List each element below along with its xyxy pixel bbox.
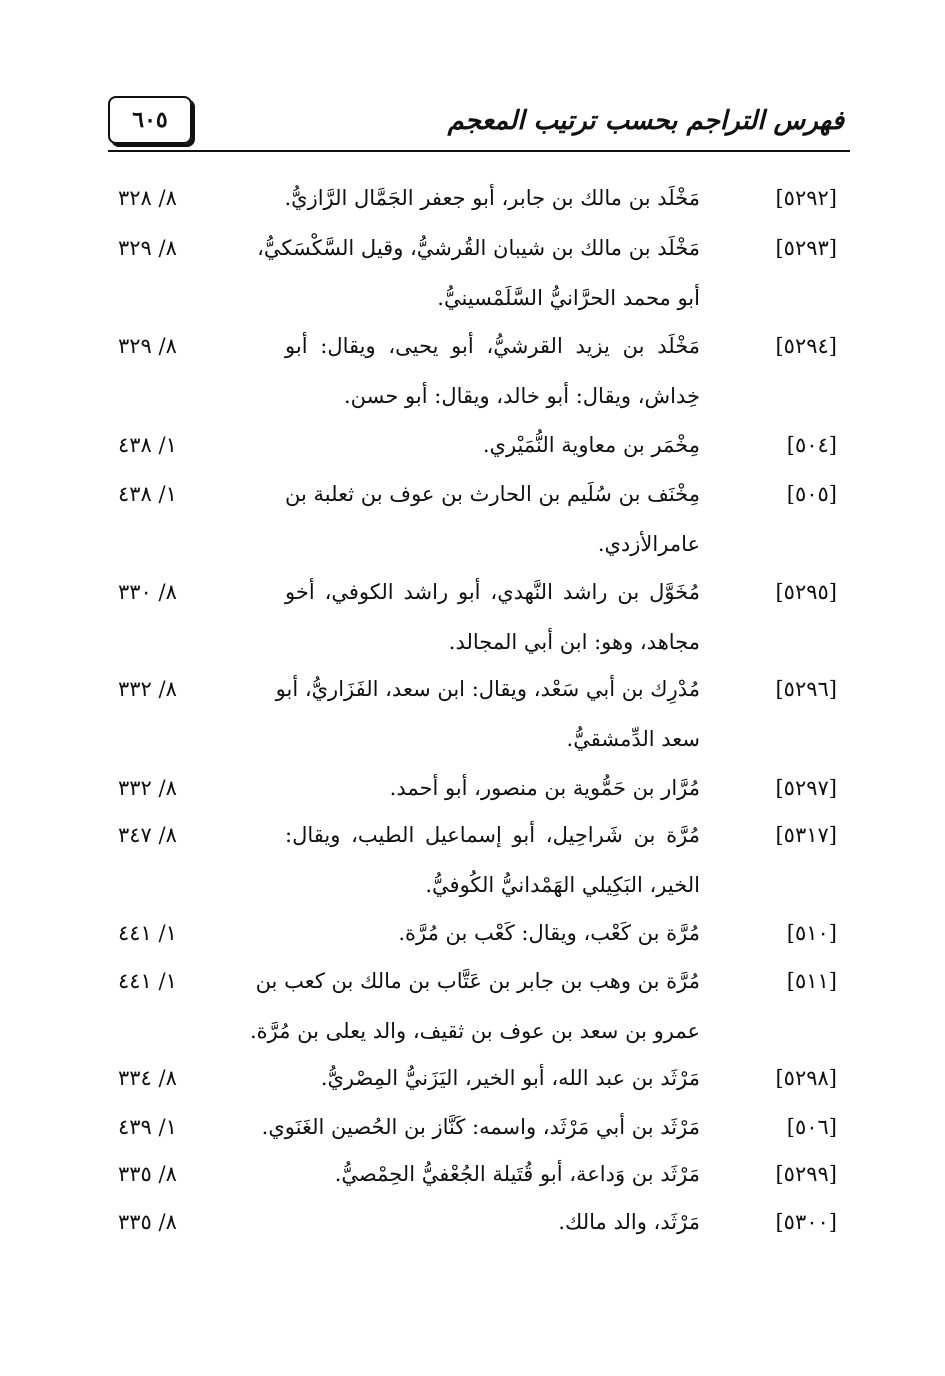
entry-id: [٥٢٩٧] <box>775 776 837 800</box>
volume-page-ref: ٨/ ٣٣٢ <box>118 776 177 800</box>
entry-id: [٥٢٩٢] <box>775 186 837 210</box>
entry-line: مِخْمَر بن معاوية النُّمَيْري. <box>482 433 700 457</box>
volume-page-ref: ١/ ٤٣٩ <box>118 1115 177 1139</box>
entry-id: [٥١٠] <box>786 921 837 945</box>
entry-line: مُخَوَّل بن راشد النَّهدي، أبو راشد الكوفي، أخو <box>285 580 700 604</box>
entry-line: عمرو بن سعد بن عوف بن ثقيف، والد يعلى بن مُرَّة. <box>249 1019 700 1043</box>
entry-line: خِداش، ويقال: أبو خالد، ويقال: أبو حسن. <box>344 384 700 408</box>
volume-page-ref: ٨/ ٣٣٢ <box>118 677 177 701</box>
entry-line: مِخْنَف بن سُلَيم بن الحارث بن عوف بن ثعلبة بن <box>285 482 700 506</box>
entry-id: [٥٠٦] <box>786 1115 837 1139</box>
volume-page-ref: ١/ ٤٣٨ <box>118 482 177 506</box>
page-header <box>108 96 850 152</box>
entry-id: [٥١١] <box>786 969 837 993</box>
entry-id: [٥٣٠٠] <box>775 1210 837 1234</box>
entry-id: [٥٢٩٤] <box>775 334 837 358</box>
entry-line: مَرْثَد بن وَداعة، أبو قُتَيلة الجُعْفيُّ الحِمْصيُّ. <box>334 1162 700 1186</box>
volume-page-ref: ١/ ٤٤١ <box>118 921 177 945</box>
entry-id: [٥٠٤] <box>786 433 837 457</box>
entry-id: [٥٢٩٣] <box>775 236 837 260</box>
volume-page-ref: ٨/ ٣٣٥ <box>118 1162 177 1186</box>
entry-line: مَرْثَد بن أبي مَرْثَد، واسمه: كَنَّاز بن الحُصين الغَنَوي. <box>261 1115 700 1139</box>
volume-page-ref: ١/ ٤٤١ <box>118 969 177 993</box>
entry-id: [٥٣١٧] <box>775 823 837 847</box>
volume-page-ref: ٨/ ٣٤٧ <box>118 823 177 847</box>
entry-id: [٥٢٩٦] <box>775 677 837 701</box>
entry-line: مجاهد، وهو: ابن أبي المجالد. <box>448 630 700 654</box>
entry-line: مُرَّة بن كَعْب، ويقال: كَعْب بن مُرَّة. <box>398 921 700 945</box>
entry-line: مَخْلَد بن يزيد القرشيُّ، أبو يحيى، ويقال: أبو <box>285 334 700 358</box>
entry-line: مَرْثَد، والد مالك. <box>558 1210 700 1234</box>
volume-page-ref: ٨/ ٣٣٥ <box>118 1210 177 1234</box>
volume-page-ref: ٨/ ٣٢٩ <box>118 334 177 358</box>
volume-page-ref: ٨/ ٣٣٠ <box>118 580 177 604</box>
volume-page-ref: ٨/ ٣٢٩ <box>118 236 177 260</box>
entry-line: مَخْلَد بن مالك بن جابر، أبو جعفر الجَمَّال الرَّازيُّ. <box>284 186 700 210</box>
volume-page-ref: ١/ ٤٣٨ <box>118 433 177 457</box>
entry-id: [٥٢٩٨] <box>775 1066 837 1090</box>
entry-id: [٥٢٩٩] <box>775 1162 837 1186</box>
entry-line: مُرَّار بن حَمُّوية بن منصور، أبو أحمد. <box>389 776 700 800</box>
entry-line: مُرَّة بن شَراحِيل، أبو إسماعيل الطيب، ويقال: <box>285 823 700 847</box>
entry-line: عامرالأزدي. <box>597 532 700 556</box>
entry-line: مُدْرِك بن أبي سَعْد، ويقال: ابن سعد، الفَزَاريُّ، أبو <box>275 677 700 701</box>
entry-line: مُرَّة بن وهب بن جابر بن عَتَّاب بن مالك بن كعب بن <box>255 969 700 993</box>
running-title: فهرس التراجم بحسب ترتيب المعجم <box>447 106 844 136</box>
entry-line: مَخْلَد بن مالك بن شيبان القُرشيُّ، وقيل السَّكْسَكيُّ، <box>257 236 700 260</box>
entry-id: [٥٢٩٥] <box>775 580 837 604</box>
volume-page-ref: ٨/ ٣٣٤ <box>118 1066 177 1090</box>
entry-line: الخير، البَكِيلي الهَمْدانيُّ الكُوفيُّ. <box>425 873 700 897</box>
entry-line: مَرْثَد بن عبد الله، أبو الخير، اليَزَنيُّ المِصْريُّ. <box>320 1066 700 1090</box>
entry-line: أبو محمد الحرَّانيُّ السَّلَمْسينيُّ. <box>437 286 700 310</box>
volume-page-ref: ٨/ ٣٢٨ <box>118 186 177 210</box>
page-number: ٦٠٥ <box>108 96 192 144</box>
entry-id: [٥٠٥] <box>786 482 837 506</box>
entry-line: سعد الدِّمشقيُّ. <box>566 727 700 751</box>
